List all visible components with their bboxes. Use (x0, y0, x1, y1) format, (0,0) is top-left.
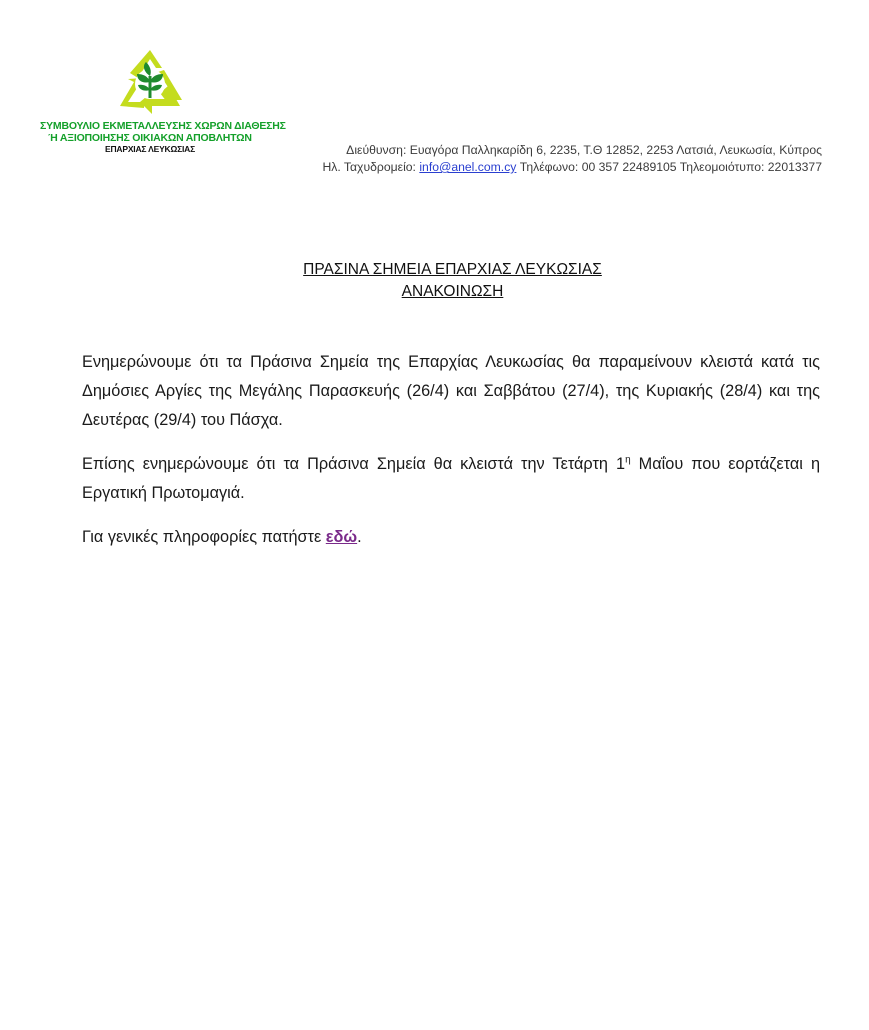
ordinal-superscript: η (625, 454, 631, 466)
paragraph-2-text-a: Επίσης ενημερώνουμε ότι τα Πράσινα Σημεία θα κλειστά την Τετάρτη 1 (82, 455, 626, 473)
contact-line (322, 159, 822, 176)
email-label: Ηλ. Ταχυδρομείο: (322, 160, 420, 174)
info-link[interactable]: εδώ (325, 528, 358, 546)
title-line-2: ΑΝΑΚΟΙΝΩΣΗ (401, 283, 504, 300)
phone-fax-text: Τηλέφωνο: 00 357 22489105 Τηλεομοιότυπο: 22013377 (516, 160, 822, 174)
paragraph-3 (82, 523, 820, 552)
paragraph-3-period: . (357, 528, 362, 546)
paragraph-2-text-b: Μαΐου που εορτάζεται η Εργατική Πρωτομαγιά. (82, 455, 820, 502)
paragraph-3-text: Για γενικές πληροφορίες πατήστε (82, 528, 326, 546)
paragraph-2 (82, 450, 820, 508)
recycle-leaf-icon (110, 46, 190, 120)
contact-info (322, 142, 822, 176)
address-line: Διεύθυνση: Ευαγόρα Παλληκαρίδη 6, 2235, Τ.Θ 12852, 2253 Λατσιά, Λευκωσία, Κύπρος (346, 143, 822, 157)
email-link[interactable]: info@anel.com.cy (419, 160, 517, 174)
announcement-title (0, 259, 869, 303)
logo-text-line-1: ΣΥΜΒΟΥΛΙΟ ΕΚΜΕΤΑΛΛΕΥΣΗΣ ΧΩΡΩΝ ΔΙΑΘΕΣΗΣ (40, 120, 286, 132)
paragraph-1: Ενημερώνουμε ότι τα Πράσινα Σημεία της Επαρχίας Λευκωσίας θα παραμείνουν κλειστά κατά τις Δημόσιες Αργίες της Μεγάλης Παρασκευής (26/4) και Σαββάτου (27/4), της Κυριακής (28/4) και της Δευτέρας (29/4) του Πάσχα. (82, 353, 820, 429)
organization-logo (40, 46, 286, 155)
announcement-body (82, 348, 820, 567)
logo-text-line-3: ΕΠΑΡΧΙΑΣ ΛΕΥΚΩΣΙΑΣ (105, 144, 195, 154)
title-line-1: ΠΡΑΣΙΝΑ ΣΗΜΕΙΑ ΕΠΑΡΧΙΑΣ ΛΕΥΚΩΣΙΑΣ (303, 261, 602, 278)
logo-text-line-2: Ή ΑΞΙΟΠΟΙΗΣΗΣ ΟΙΚΙΑΚΩΝ ΑΠΟΒΛΗΤΩΝ (48, 132, 252, 144)
